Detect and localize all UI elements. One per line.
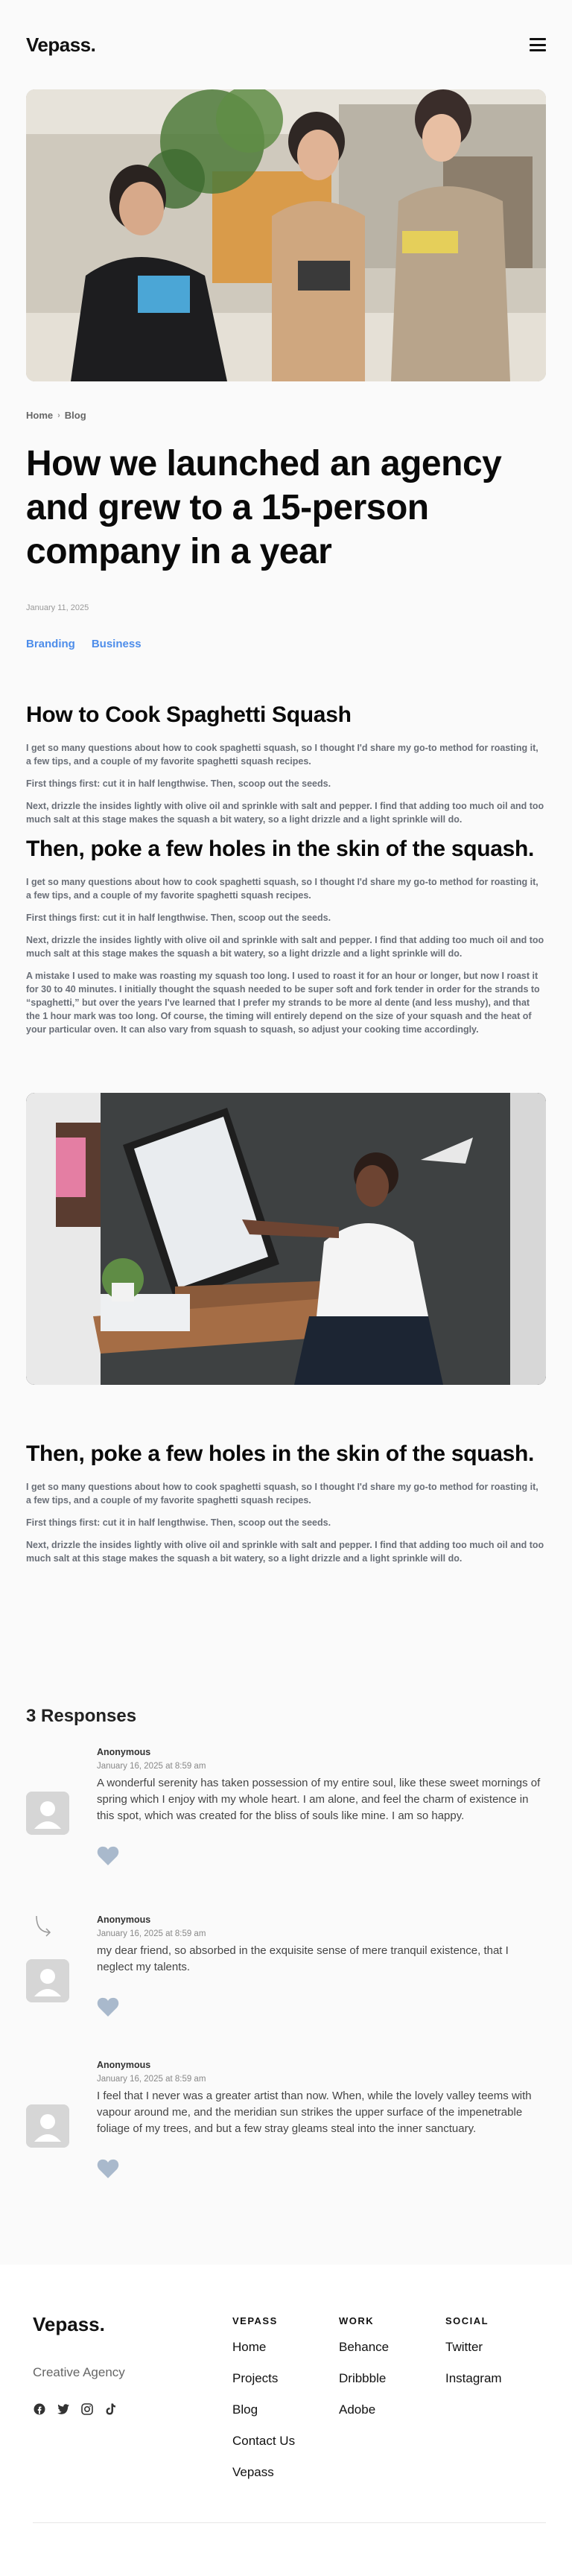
hero-image (26, 89, 546, 381)
section-heading: How to Cook Spaghetti Squash (26, 702, 352, 727)
hamburger-icon[interactable] (530, 38, 546, 51)
avatar (26, 1792, 69, 1835)
comment-author: Anonymous (97, 1747, 151, 1757)
footer-column-title: SOCIAL (445, 2315, 489, 2326)
footer-tagline: Creative Agency (33, 2365, 125, 2379)
paragraph: A mistake I used to make was roasting my squash too long. I used to roast it for an hour or longer, but now I roast it for 30 to 40 minutes. I initially thought the squash needed to be super soft and fork tender in order for the strands to “spaghetti,” but over the years I've learned that I prefer my strands to be more al dente (and less mushy), and that the 1 hour mark was too long. Of course, the timing will entirely depend on the size of your squash and the heat of your particular oven. It can also vary from squash to squash, so adjust your cooking time accordingly. (26, 971, 540, 1035)
paragraph: First things first: cut it in half lengthwise. Then, scoop out the seeds. (26, 913, 331, 923)
footer-link-projects[interactable]: Projects (232, 2371, 279, 2385)
comment-author: Anonymous (97, 2060, 151, 2070)
section-heading: Then, poke a few holes in the skin of the squash. (26, 1441, 535, 1466)
paragraph: I get so many questions about how to cook spaghetti squash, so I thought I'd share my go-to method for roasting it, a few tips, and a couple of my favorite spaghetti squash recipes. (26, 743, 538, 767)
comment-author: Anonymous (97, 1914, 151, 1925)
footer-link-blog[interactable]: Blog (232, 2402, 258, 2417)
paragraph: I get so many questions about how to cook spaghetti squash, so I thought I'd share my go-to method for roasting it, a few tips, and a couple of my favorite spaghetti squash recipes. (26, 1482, 538, 1506)
paragraph: First things first: cut it in half lengthwise. Then, scoop out the seeds. (26, 778, 331, 789)
breadcrumb-home-link[interactable]: Home (26, 410, 54, 421)
comment-text: my dear friend, so absorbed in the exquisite sense of mere tranquil existence, that I neglect my talents. (97, 1944, 509, 1973)
footer-link-instagram[interactable]: Instagram (445, 2371, 502, 2385)
paragraph: First things first: cut it in half lengthwise. Then, scoop out the seeds. (26, 1517, 331, 1528)
avatar (26, 1959, 69, 2002)
site-logo[interactable]: Vepass. (26, 33, 96, 56)
footer-link-contact[interactable]: Contact Us (232, 2434, 296, 2448)
avatar (26, 2104, 69, 2148)
paragraph: Next, drizzle the insides lightly with olive oil and sprinkle with salt and pepper. I find that adding too much oil and too much salt at this stage makes the squash a bit watery, so a light drizzle and a light sprinkle will do. (26, 1540, 544, 1564)
footer-divider (33, 2522, 546, 2523)
comment-date: January 16, 2025 at 8:59 am (97, 1762, 206, 1771)
footer-column-social (445, 2315, 502, 2402)
article-title: How we launched an agency and grew to a 15-person company in a year (26, 444, 502, 571)
footer-link-adobe[interactable]: Adobe (339, 2402, 376, 2417)
footer-column-vepass (232, 2315, 295, 2496)
tag-list (26, 638, 546, 650)
tag-link[interactable]: Business (91, 638, 142, 650)
footer-link-home[interactable]: Home (232, 2340, 267, 2354)
tiktok-icon[interactable] (104, 2402, 118, 2416)
footer-column-title: WORK (339, 2315, 375, 2326)
comment-date: January 16, 2025 at 8:59 am (97, 1929, 206, 1938)
comment-text: A wonderful serenity has taken possession of my entire soul, like these sweet mornings of spring which I enjoy with my whole heart. I am alone, and feel the charm of existence in this spot, which was created for the bliss of souls like mine. I am so happy. (97, 1777, 541, 1822)
heart-icon[interactable] (97, 2158, 119, 2179)
site-footer (0, 2265, 572, 2576)
heart-icon[interactable] (97, 1845, 119, 1866)
footer-column-title: VEPASS (232, 2315, 278, 2326)
breadcrumb (26, 410, 546, 421)
tag-link[interactable]: Branding (26, 638, 75, 650)
site-header (0, 0, 572, 89)
footer-link-twitter[interactable]: Twitter (445, 2340, 483, 2354)
footer-link-dribbble[interactable]: Dribbble (339, 2371, 387, 2385)
article-date: January 11, 2025 (26, 603, 89, 612)
chevron-right-icon: › (57, 410, 60, 420)
article-image (26, 1093, 546, 1385)
heart-icon[interactable] (97, 1996, 119, 2017)
section-heading: Then, poke a few holes in the skin of the squash. (26, 837, 535, 861)
breadcrumb-current[interactable]: Blog (64, 410, 86, 421)
footer-column-work (339, 2315, 389, 2434)
comment-text: I feel that I never was a greater artist than now. When, while the lovely valley teems with vapour around me, and the meridian sun strikes the upper surface of the impenetrable foliage of my trees, and but a few stray gleams steal into the inner sanctuary. (97, 2090, 532, 2135)
paragraph: I get so many questions about how to cook spaghetti squash, so I thought I'd share my go-to method for roasting it, a few tips, and a couple of my favorite spaghetti squash recipes. (26, 877, 538, 901)
reply-arrow-icon (34, 1914, 54, 1944)
facebook-icon[interactable] (33, 2402, 46, 2416)
twitter-icon[interactable] (57, 2402, 70, 2416)
comment-date: January 16, 2025 at 8:59 am (97, 2075, 206, 2084)
responses-title: 3 Responses (26, 1706, 137, 1726)
social-icons (33, 2402, 118, 2416)
footer-logo[interactable]: Vepass. (33, 2313, 105, 2335)
paragraph: Next, drizzle the insides lightly with olive oil and sprinkle with salt and pepper. I find that adding too much oil and too much salt at this stage makes the squash a bit watery, so a light drizzle and a light sprinkle will do. (26, 801, 544, 825)
footer-link-behance[interactable]: Behance (339, 2340, 390, 2354)
instagram-icon[interactable] (80, 2402, 94, 2416)
paragraph: Next, drizzle the insides lightly with olive oil and sprinkle with salt and pepper. I find that adding too much oil and too much salt at this stage makes the squash a bit watery, so a light drizzle and a light sprinkle will do. (26, 935, 544, 959)
footer-link-vepass[interactable]: Vepass (232, 2465, 274, 2479)
